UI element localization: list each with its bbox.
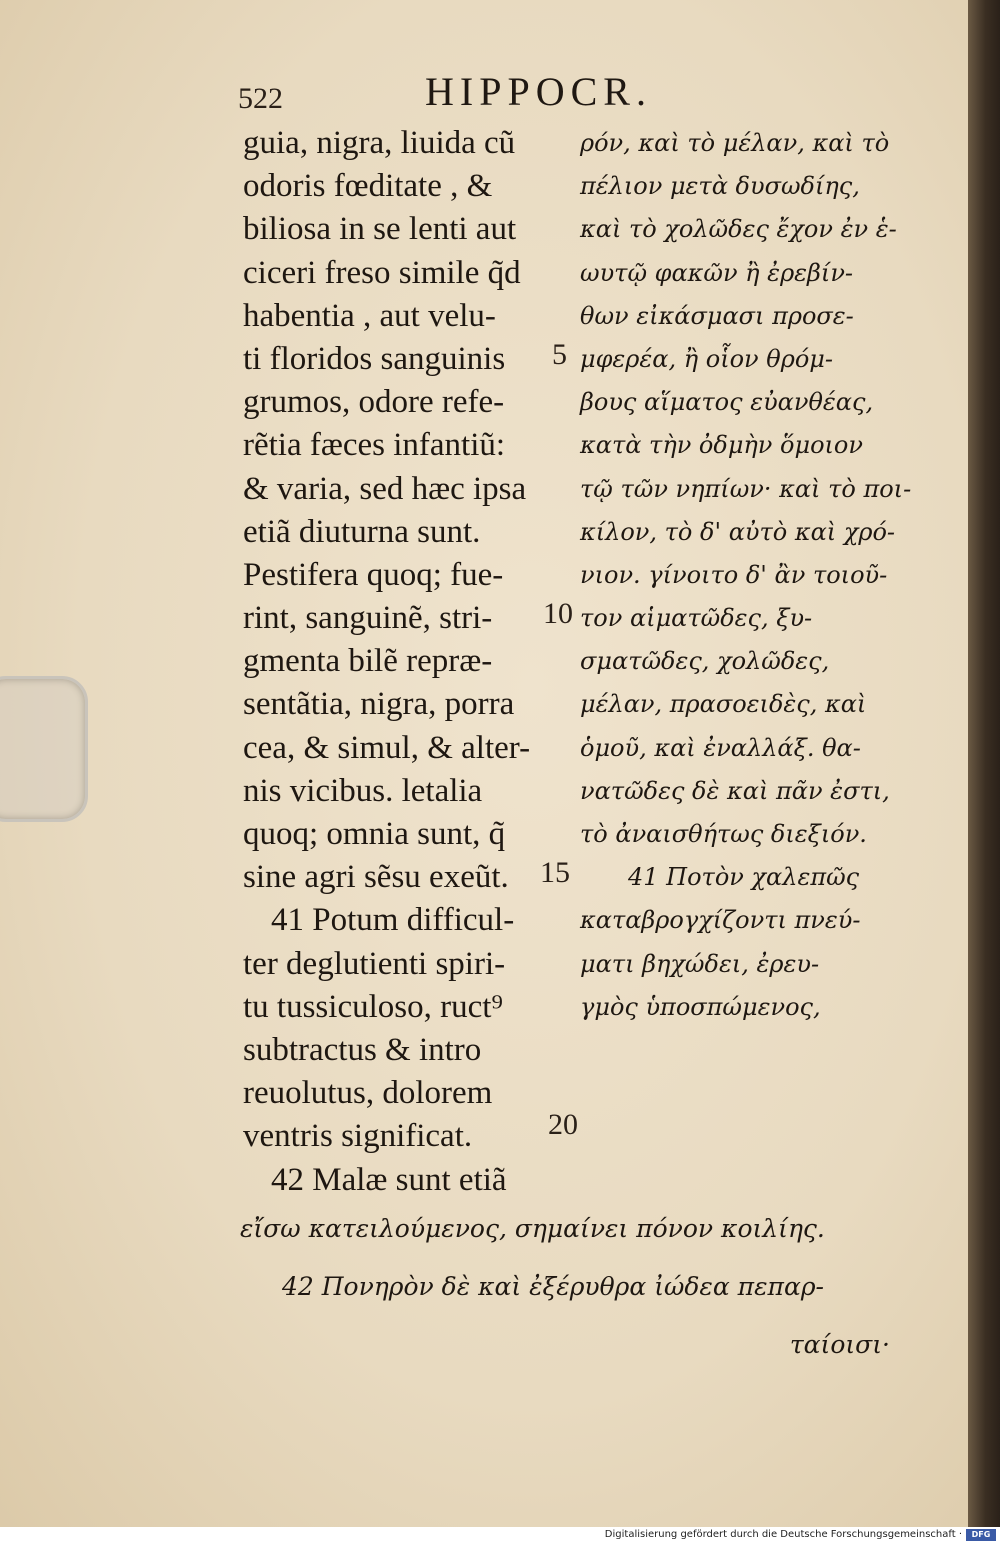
latin-line: rẽtia fæces infantiũ: bbox=[243, 427, 506, 464]
greek-line: πέλιον μετὰ δυσωδίης, bbox=[580, 172, 860, 201]
latin-line: 42 Malæ sunt etiã bbox=[271, 1161, 507, 1198]
line-number-15: 15 bbox=[540, 856, 570, 889]
greek-line: ὁμοῦ, καὶ ἐναλλάξ. θα- bbox=[580, 733, 861, 762]
dfg-logo: DFG bbox=[966, 1529, 996, 1541]
latin-line: tu tussiculoso, ruct⁹ bbox=[243, 988, 503, 1025]
latin-line: biliosa in se lenti aut bbox=[243, 211, 517, 248]
latin-line: Pestifera quoq; fue- bbox=[243, 556, 504, 593]
latin-line: 41 Potum difficul- bbox=[271, 902, 515, 939]
latin-line: sine agri sẽsu exeũt. bbox=[243, 859, 509, 896]
line-number-20: 20 bbox=[548, 1108, 578, 1141]
greek-line: τὸ ἀναισθήτως διεξιόν. bbox=[580, 820, 867, 848]
greek-line: θων εἰκάσμασι προσε- bbox=[580, 301, 854, 330]
page-number: 522 bbox=[238, 82, 283, 115]
greek-line: τον αἱματῶδες, ξυ- bbox=[580, 604, 813, 633]
greek-line: βους αἵματος εὐανθέας, bbox=[580, 388, 874, 417]
greek-line: σματῶδες, χολῶδες, bbox=[580, 647, 830, 676]
greek-bottom-block bbox=[240, 1200, 920, 1374]
latin-column bbox=[243, 122, 553, 1202]
greek-line: νιον. γίνοιτο δ' ἂν τοιοῦ- bbox=[580, 560, 888, 589]
greek-bottom-line: 42 Πονηρὸν δὲ καὶ ἐξέρυθρα ἰώδεα πεπαρ- bbox=[282, 1272, 824, 1301]
latin-line: ti floridos sanguinis bbox=[243, 340, 506, 377]
greek-line: κίλον, τὸ δ' αὐτὸ καὶ χρό- bbox=[580, 517, 896, 546]
latin-line: quoq; omnia sunt, q̃ bbox=[243, 816, 506, 852]
greek-line: μφερέα, ἢ οἷον θρόμ- bbox=[580, 344, 833, 373]
running-head: HIPPOCR. bbox=[425, 69, 652, 114]
latin-line: reuolutus, dolorem bbox=[243, 1075, 493, 1112]
latin-line: nis vicibus. letalia bbox=[243, 772, 483, 809]
funding-notice: Digitalisierung gefördert durch die Deutsche Forschungsgemeinschaft · bbox=[604, 1529, 962, 1540]
latin-line: & varia, sed hæc ipsa bbox=[243, 470, 527, 507]
page-clip bbox=[0, 676, 88, 822]
line-number-10: 10 bbox=[543, 597, 573, 630]
latin-line: sentãtia, nigra, porra bbox=[243, 686, 515, 723]
latin-line: ciceri freso simile q̃d bbox=[243, 254, 521, 291]
latin-line: ter deglutienti spiri- bbox=[243, 945, 506, 982]
greek-bottom-line: εἴσω κατειλούμενος, σημαίνει πόνον κοιλίης. bbox=[240, 1214, 825, 1243]
greek-line: 41 Ποτὸν χαλεπῶς bbox=[628, 863, 860, 892]
page-header bbox=[0, 68, 968, 118]
latin-line: etiã diuturna sunt. bbox=[243, 513, 481, 550]
greek-line: μέλαν, πρασοειδὲς, καὶ bbox=[580, 690, 867, 719]
latin-line: guia, nigra, liuida cũ bbox=[243, 125, 516, 161]
page-edge-shadow bbox=[968, 0, 1000, 1527]
greek-line: καὶ τὸ χολῶδες ἔχον ἐν ἑ- bbox=[580, 215, 897, 244]
latin-line: subtractus & intro bbox=[243, 1031, 482, 1068]
greek-line: καταβρογχίζοντι πνεύ- bbox=[580, 906, 861, 935]
latin-line: rint, sanguinẽ, stri- bbox=[243, 600, 493, 637]
greek-line: νατῶδες δὲ καὶ πᾶν ἐστι, bbox=[580, 776, 890, 805]
latin-line: ventris significat. bbox=[243, 1118, 473, 1155]
line-number-5: 5 bbox=[552, 338, 567, 371]
latin-line: cea, & simul, & alter- bbox=[243, 729, 531, 766]
greek-line: τῷ τῶν νηπίων· καὶ τὸ ποι- bbox=[580, 474, 912, 503]
greek-line: ματι βηχώδει, ἐρευ- bbox=[580, 949, 820, 978]
greek-column bbox=[580, 122, 920, 1029]
latin-line: grumos, odore refe- bbox=[243, 384, 505, 421]
greek-line: ωυτῷ φακῶν ἢ ἐρεβίν- bbox=[580, 258, 854, 287]
latin-line: habentia , aut velu- bbox=[243, 297, 496, 334]
greek-line: γμὸς ὑποσπώμενος, bbox=[580, 992, 821, 1021]
greek-bottom-line: ταίοισι· bbox=[789, 1330, 890, 1359]
greek-line: ρόν, καὶ τὸ μέλαν, καὶ τὸ bbox=[580, 129, 890, 157]
latin-line: odoris fœditate , & bbox=[243, 168, 493, 205]
latin-line: gmenta bilẽ repræ- bbox=[243, 643, 493, 680]
greek-line: κατὰ τὴν ὀδμὴν ὅμοιον bbox=[580, 431, 863, 460]
footer-bar bbox=[0, 1527, 1000, 1543]
